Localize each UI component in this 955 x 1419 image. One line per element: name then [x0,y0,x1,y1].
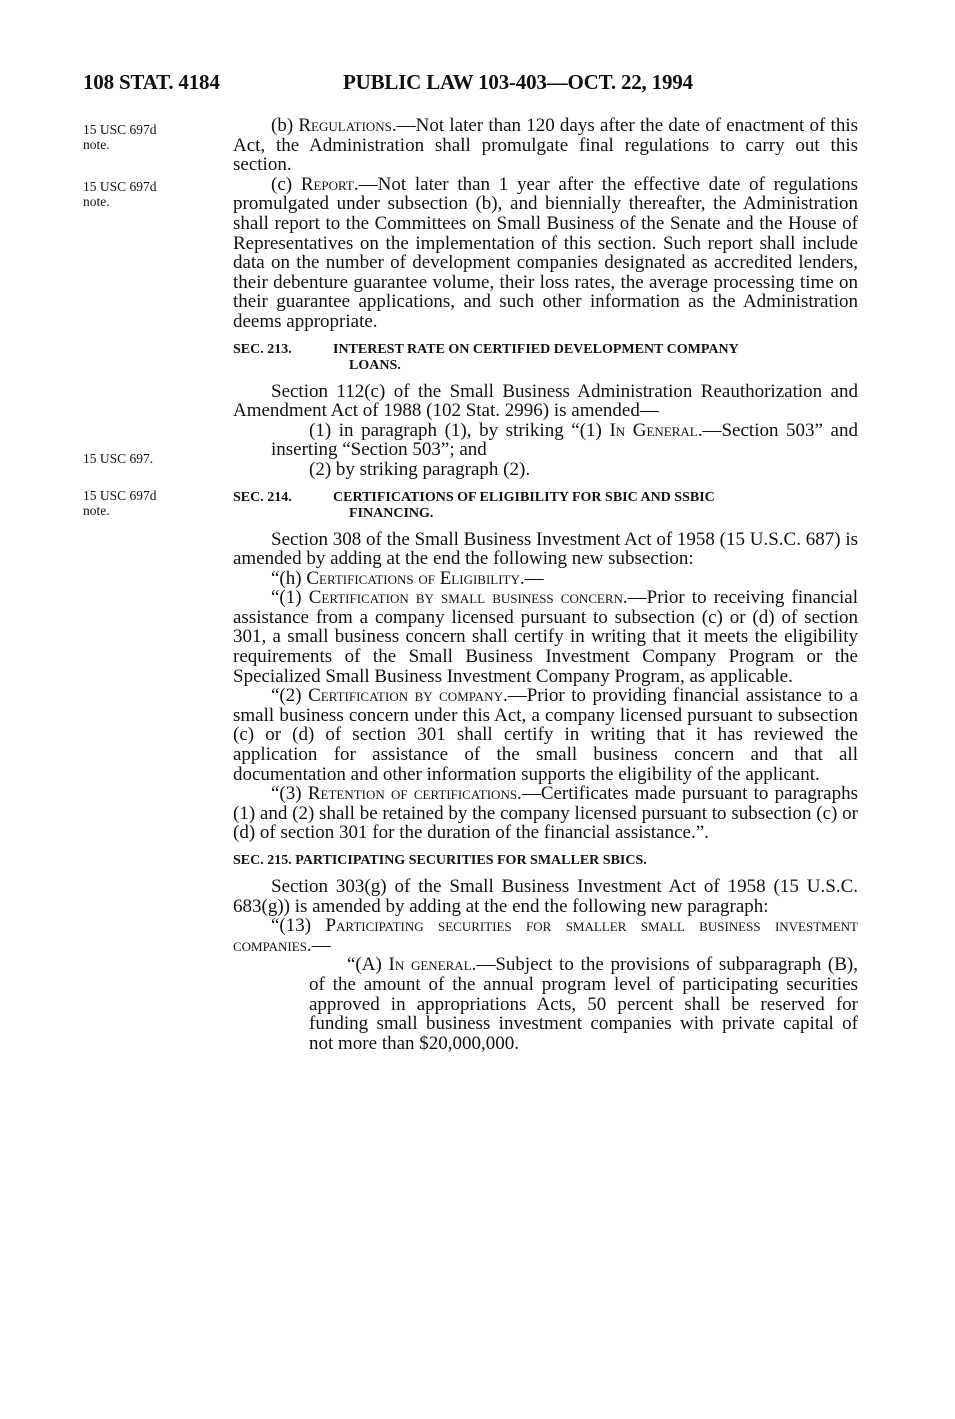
subsection-h-heading: “(h) Certifications of Eligibility.— [271,567,544,589]
subsection-h-para-1: “(1) Certification by small business concern.—Prior to receiving financial assistance from a company licensed pursuant to subsection (c) or (d) of section 301, a small business concern shall certify in writing that it meets the eligibility requirements of the Small Business Investment Company Program or the Specialized Small Business Investment Company Program, as applicable. [233,587,858,687]
paragraph-13-heading: “(13) Participating securities for smaller small business investment companies.— [233,915,858,956]
margin-note: 15 USC 697d note. [83,179,157,209]
margin-note: 15 USC 697. [83,451,154,466]
section-214-intro: Section 308 of the Small Business Investment Act of 1958 (15 U.S.C. 687) is amended by adding at the end the following new subsection: [233,528,858,570]
section-215-heading: SEC. 215. PARTICIPATING SECURITIES FOR SMALLER SBICS. [233,853,647,868]
document-body [233,116,858,1053]
margin-note: 15 USC 697d note. [83,122,157,152]
section-214-heading: SEC. 214. CERTIFICATIONS OF ELIGIBILITY FOR SBIC AND SSBIC FINANCING. [233,489,715,521]
subsection-h-para-2: “(2) Certification by company.—Prior to providing financial assistance to a small business concern under this Act, a company licensed pursuant to subsection (c) or (d) of section 301 shall certify in writing that it has reviewed the application for assistance of the small business concern and that all documentation and other information supports the eligibility of the applicant. [233,685,858,785]
subsection-c: (c) Report.—Not later than 1 year after the effective date of regulations promulgated under subsection (b), and biennially thereafter, the Administration shall report to the Committees on Small Business of the Senate and the House of Representatives on the implementation of this section. Such report shall include data on the number of development companies designated as accredited lenders, their debenture guarantee volume, their loss rates, the average processing time on their guarantee applications, and such other information as the Administration deems appropriate. [233,173,858,332]
section-213-intro: Section 112(c) of the Small Business Administration Reauthorization and Amendment Act of 1988 (102 Stat. 2996) is amended— [233,380,858,422]
section-215-intro: Section 303(g) of the Small Business Investment Act of 1958 (15 U.S.C. 683(g)) is amended by adding at the end the following new paragraph: [233,876,858,917]
section-213-heading: SEC. 213. INTEREST RATE ON CERTIFIED DEVELOPMENT COMPANY LOANS. [233,341,739,373]
stat-page-number: 108 STAT. 4184 [83,70,220,94]
subsection-b: (b) Regulations.—Not later than 120 days after the date of enactment of this Act, the Administration shall promulgate final regulations to carry out this section. [233,115,858,176]
section-213-para-1: (1) in paragraph (1), by striking “(1) In General.—Section 503” and inserting “Section 503”; and [271,419,858,461]
running-head: PUBLIC LAW 103-403—OCT. 22, 1994 [343,70,693,94]
section-213-para-2: (2) by striking paragraph (2). [309,458,531,480]
paragraph-13-subparagraph-a: “(A) In general.—Subject to the provisions of subparagraph (B), of the amount of the annual program level of participating securities approved in appropriations Acts, 50 percent shall be reserved for funding small business investment companies with private capital of not more than $20,000,000. [309,954,859,1054]
margin-note: 15 USC 697d note. [83,488,157,518]
subsection-h-para-3: “(3) Retention of certifications.—Certificates made pursuant to paragraphs (1) and (2) shall be retained by the company licensed pursuant to subsection (c) or (d) of section 301 for the duration of the financial assistance.”. [233,783,858,844]
